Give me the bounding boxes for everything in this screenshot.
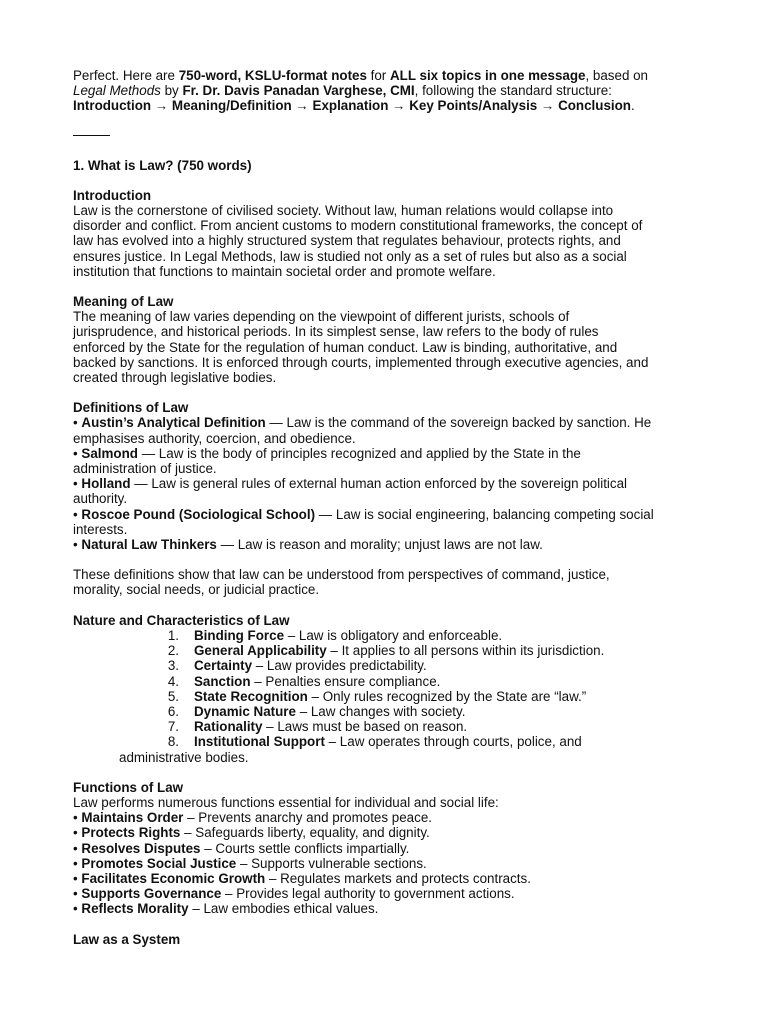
paragraph-line: disorder and conflict. From ancient customs to modern constitutional frameworks, the concept of [73,218,643,234]
item-number: 8. [167,734,179,750]
item-desc: – Law is obligatory and enforceable. [284,627,503,643]
definition-text: — Law is the command of the sovereign backed by sanction. He [265,415,652,431]
definitions-summary [73,567,698,597]
item-number: 5. [167,688,179,704]
item-number: 3. [167,658,179,674]
function-desc: – Prevents anarchy and promotes peace. [183,810,432,826]
nature-item [73,734,698,749]
item-name: Sanction [194,673,251,689]
paragraph-line: These definitions show that law can be understood from perspectives of command, justice, [73,567,610,583]
item-desc: – It applies to all persons within its jurisdiction. [326,643,605,659]
nature-item-continuation: administrative bodies. [119,749,249,765]
function-desc: – Safeguards liberty, equality, and dignity. [180,825,430,841]
author-name: Fr. Dr. Davis Panadan Varghese, CMI [182,83,415,99]
item-name: Dynamic Nature [194,703,296,719]
function-item [73,825,698,840]
definition-name: Roscoe Pound (Sociological School) [81,506,316,522]
definition-continuation: administration of justice. [73,461,217,477]
intro-line-1 [73,68,698,83]
item-number: 1. [167,627,179,643]
structure-text: Introduction → Meaning/Definition → Explanation → Key Points/Analysis → Conclusion [73,98,631,114]
paragraph-line: jurisprudence, and historical periods. In its simplest sense, law refers to the body of rules [73,324,599,340]
item-name: Rationality [194,719,263,735]
definition-name: Natural Law Thinkers [81,537,217,553]
nature-item [73,674,698,689]
item-name: General Applicability [194,643,327,659]
intro-text: Perfect. Here are [73,68,179,83]
definition-name: Salmond [81,445,138,461]
item-number: 2. [167,643,179,659]
function-name: Maintains Order [81,810,184,826]
definition-continuation: interests. [73,521,128,537]
bullet-glyph: • [73,855,82,871]
function-name: Reflects Morality [81,901,189,917]
spacer [73,552,698,567]
item-number: 4. [167,673,179,689]
item-desc: – Only rules recognized by the State are “law.” [307,688,587,704]
intro-text: for [366,68,390,83]
intro-paragraph [73,68,698,114]
item-name: Certainty [194,658,253,674]
intro-bold-text: ALL six topics in one message [390,68,586,83]
definition-continuation: emphasises authority, coercion, and obedience. [73,430,356,446]
definition-text: — Law is general rules of external human action enforced by the sovereign political [130,476,628,492]
bullet-glyph: • [73,901,82,917]
introduction-heading: Introduction [73,187,152,203]
introduction-paragraph [73,203,698,279]
function-item [73,901,698,916]
paragraph-line: backed by sanctions. It is enforced through courts, implemented through executive agencies, and [73,354,649,370]
definition-item [73,415,698,430]
nature-item [73,628,698,643]
intro-line-2 [73,83,698,98]
paragraph-line: The meaning of law varies depending on the viewpoint of different jurists, schools of [73,309,570,325]
item-desc: – Penalties ensure compliance. [250,673,441,689]
paragraph-line: created through legislative bodies. [73,370,277,386]
item-name: Binding Force [194,627,285,643]
system-heading: Law as a System [73,931,181,947]
functions-heading: Functions of Law [73,779,184,795]
function-desc: – Regulates markets and protects contracts. [265,870,531,886]
function-desc: – Supports vulnerable sections. [236,855,427,871]
function-desc: – Courts settle conflicts impartially. [200,840,410,856]
paragraph-line: enforced by the State for the regulation of human conduct. Law is binding, authoritative, and [73,339,618,355]
function-item [73,871,698,886]
bullet-glyph: • [73,537,82,553]
separator-rule [73,135,110,136]
definition-name: Holland [81,476,131,492]
function-item [73,886,698,901]
paragraph-line: Law is the cornerstone of civilised society. Without law, human relations would collapse into [73,203,614,219]
functions-list [73,810,698,916]
meaning-heading: Meaning of Law [73,294,174,310]
bullet-glyph: • [73,886,82,902]
book-title: Legal Methods [73,83,161,99]
paragraph-line: ensures justice. In Legal Methods, law is studied not only as a set of rules but also as a social [73,248,627,264]
paragraph-line: institution that functions to maintain societal order and promote welfare. [73,263,496,279]
function-name: Resolves Disputes [81,840,201,856]
functions-intro: Law performs numerous functions essential for individual and social life: [73,794,499,810]
function-desc: – Provides legal authority to government actions. [221,886,515,902]
definition-text: — Law is the body of principles recognized and applied by the State in the [137,445,581,461]
nature-item [73,689,698,704]
function-name: Facilitates Economic Growth [81,870,266,886]
nature-item [73,719,698,734]
bullet-glyph: • [73,415,82,431]
intro-text: . [630,98,635,114]
function-item [73,810,698,825]
paragraph-line: law has evolved into a highly structured system that regulates behaviour, protects rights, and [73,233,621,249]
meaning-paragraph [73,309,698,385]
nature-item [73,704,698,719]
function-item [73,856,698,871]
item-name: State Recognition [194,688,308,704]
definition-item [73,446,698,461]
bullet-glyph: • [73,840,82,856]
intro-text: , following the standard structure: [414,83,612,99]
definitions-heading: Definitions of Law [73,400,189,416]
intro-text: by [160,83,183,99]
definition-item [73,507,698,522]
bullet-glyph: • [73,870,82,886]
definition-item [73,476,698,491]
intro-line-3 [73,98,698,113]
function-desc: – Law embodies ethical values. [188,901,379,917]
item-desc: – Laws must be based on reason. [262,719,468,735]
item-number: 7. [167,719,179,735]
topic-title: 1. What is Law? (750 words) [73,157,252,173]
intro-bold-text: 750-word, KSLU-format notes [178,68,367,83]
function-item [73,841,698,856]
paragraph-line: morality, social needs, or judicial practice. [73,582,320,598]
definition-text: — Law is reason and morality; unjust laws are not law. [216,537,543,553]
definitions-list [73,415,698,552]
item-number: 6. [167,703,179,719]
definition-text: — Law is social engineering, balancing competing social [315,506,654,522]
bullet-glyph: • [73,506,82,522]
function-name: Supports Governance [81,886,222,902]
bullet-glyph: • [73,476,82,492]
item-desc: – Law provides predictability. [252,658,427,674]
item-name: Institutional Support [194,734,325,750]
definition-continuation: authority. [73,491,128,507]
definition-item [73,537,698,552]
function-name: Protects Rights [81,825,181,841]
nature-item [73,643,698,658]
nature-list [73,628,698,765]
bullet-glyph: • [73,445,82,461]
function-name: Promotes Social Justice [81,855,237,871]
bullet-glyph: • [73,825,82,841]
bullet-glyph: • [73,810,82,826]
item-desc: – Law changes with society. [295,703,466,719]
intro-text: , based on [585,68,649,83]
nature-heading: Nature and Characteristics of Law [73,612,290,628]
item-desc: – Law operates through courts, police, and [324,734,582,750]
definition-name: Austin’s Analytical Definition [81,415,266,431]
nature-item [73,658,698,673]
